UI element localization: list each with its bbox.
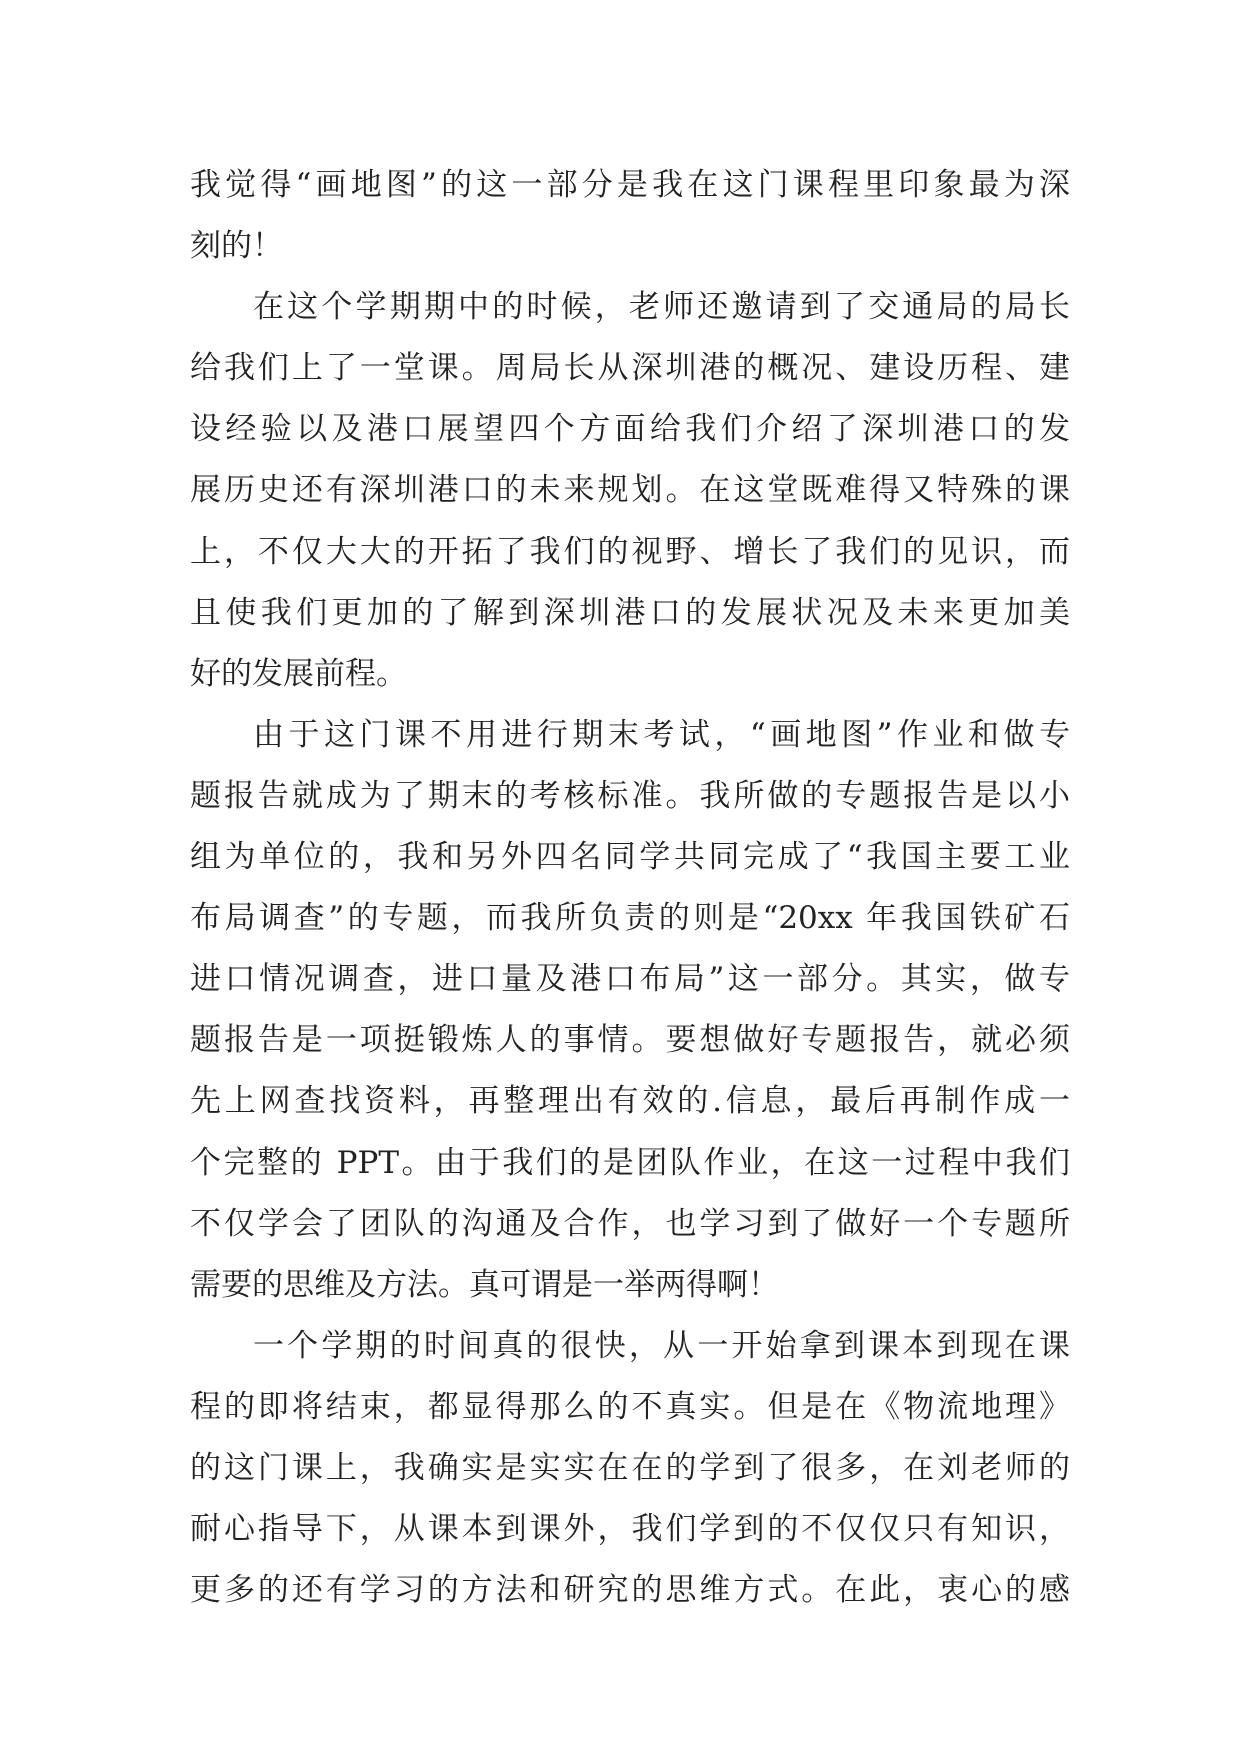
paragraph-line: 更多的还有学习的方法和研究的思维方式。在此，衷心的感 <box>190 1572 1070 1609</box>
paragraph-line: 耐心指导下，从课本到课外，我们学到的不仅仅只有知识， <box>190 1511 1070 1548</box>
paragraph-line: 我觉得“画地图”的这一部分是我在这门课程里印象最为深 <box>190 167 1070 203</box>
paragraph-line: 布局调查”的专题，而我所负责的则是“20xx 年我国铁矿石 <box>190 900 1070 937</box>
paragraph-line: 题报告就成为了期末的考核标准。我所做的专题报告是以小 <box>190 777 1070 814</box>
document-body <box>190 155 1070 1621</box>
paragraph-line: 进口情况调查，进口量及港口布局”这一部分。其实，做专 <box>190 961 1070 998</box>
paragraph-2 <box>190 277 1070 705</box>
paragraph-line: 刻的！ <box>190 228 283 265</box>
paragraph-line: 展历史还有深圳港口的未来规划。在这堂既难得又特殊的课 <box>190 472 1070 509</box>
paragraph-line: 上，不仅大大的开拓了我们的视野、增长了我们的见识，而 <box>190 533 1070 570</box>
paragraph-1 <box>190 155 1070 277</box>
paragraph-line: 需要的思维及方法。真可谓是一举两得啊！ <box>190 1266 779 1303</box>
paragraph-line: 个完整的 PPT。由于我们的是团队作业，在这一过程中我们 <box>190 1144 1070 1181</box>
paragraph-3 <box>190 705 1070 1316</box>
paragraph-line: 组为单位的，我和另外四名同学共同完成了“我国主要工业 <box>190 839 1070 876</box>
paragraph-4 <box>190 1316 1070 1621</box>
paragraph-line: 由于这门课不用进行期末考试，“画地图”作业和做专 <box>253 716 1070 753</box>
paragraph-line: 题报告是一项挺锻炼人的事情。要想做好专题报告，就必须 <box>190 1022 1070 1059</box>
paragraph-line: 且使我们更加的了解到深圳港口的发展状况及未来更加美 <box>190 594 1070 631</box>
paragraph-line: 在这个学期期中的时候，老师还邀请到了交通局的局长 <box>253 289 1070 326</box>
paragraph-line: 设经验以及港口展望四个方面给我们介绍了深圳港口的发 <box>190 411 1070 448</box>
paragraph-line: 程的即将结束，都显得那么的不真实。但是在《物流地理》 <box>190 1388 1070 1425</box>
paragraph-line: 给我们上了一堂课。周局长从深圳港的概况、建设历程、建 <box>190 350 1070 387</box>
paragraph-line: 的这门课上，我确实是实实在在的学到了很多，在刘老师的 <box>190 1449 1070 1486</box>
paragraph-line: 先上网查找资料，再整理出有效的.信息，最后再制作成一 <box>190 1083 1070 1120</box>
paragraph-line: 不仅学会了团队的沟通及合作，也学习到了做好一个专题所 <box>190 1205 1070 1242</box>
paragraph-line: 一个学期的时间真的很快，从一开始拿到课本到现在课 <box>253 1327 1070 1364</box>
paragraph-line: 好的发展前程。 <box>190 655 407 692</box>
